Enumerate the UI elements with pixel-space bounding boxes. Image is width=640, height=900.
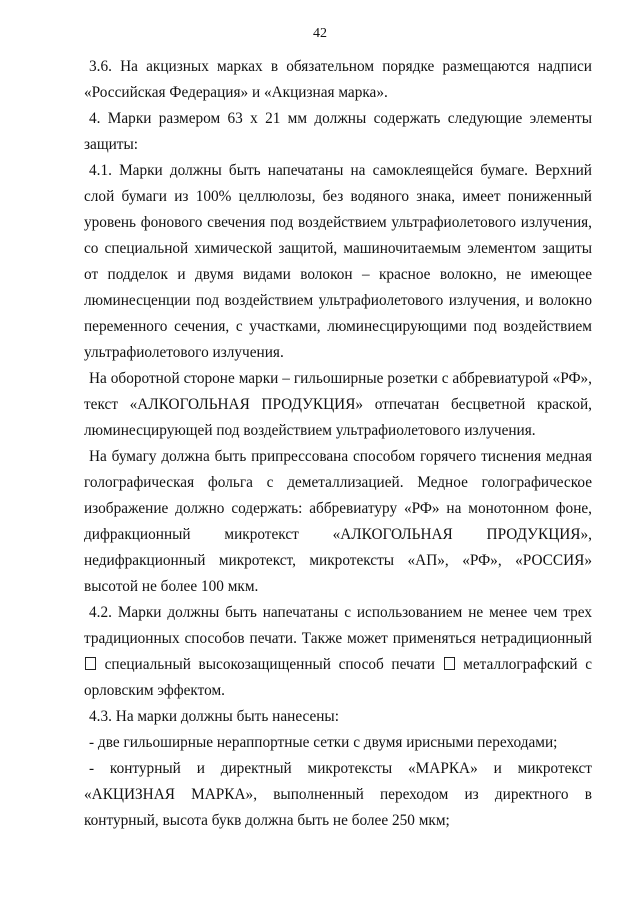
missing-glyph-box xyxy=(444,657,455,670)
paragraph-holographic-foil: На бумагу должна быть припрессована способом горячего тиснения медная голографическая фольга с деметаллизацией. Медное голографическое изображение должно содержать: аббревиатуру «РФ» на монотонном фоне, дифракционный микротекст «АЛКОГОЛЬНАЯ ПРОДУКЦИЯ», недифракционный микротекст, микротексты «АП», «РФ», «РОССИЯ» высотой не более 100 мкм. xyxy=(84,448,592,595)
paragraph-4-2 xyxy=(84,600,592,704)
paragraph-reverse-side: На оборотной стороне марки – гильоширные розетки с аббревиатурой «РФ», текст «АЛКОГОЛЬНАЯ ПРОДУКЦИЯ» отпечатан бесцветной краской, люминесцирующей под воздействием ультрафиолетового излучения. xyxy=(84,370,592,439)
paragraph-3-6: 3.6. На акцизных марках в обязательном порядке размещаются надписи «Российская Федерация» и «Акцизная марка». xyxy=(84,58,592,101)
paragraph-4-2-part-2: специальный высокозащищенный способ печати xyxy=(104,656,435,673)
missing-glyph-box xyxy=(85,657,96,670)
document-body xyxy=(84,54,592,834)
list-item: - контурный и директный микротексты «МАРКА» и микротекст «АКЦИЗНАЯ МАРКА», выполненный переходом из директного в контурный, высота букв должна быть не более 250 мкм; xyxy=(84,760,592,829)
paragraph-4-2-part-3: металлографский с орловским эффектом. xyxy=(84,656,592,699)
page-number: 42 xyxy=(313,26,327,41)
paragraph-4-1: 4.1. Марки должны быть напечатаны на самоклеящейся бумаге. Верхний слой бумаги из 100% целлюлозы, без водяного знака, имеет пониженный уровень фонового свечения под воздействием ультрафиолетового излучения, со специальной химической защитой, машиночитаемым элементом защиты от подделок и двумя видами волокон – красное волокно, не имеющее люминесценции под воздействием ультрафиолетового излучения, и волокно переменного сечения, с участками, люминесцирующими под воздействием ультрафиолетового излучения. xyxy=(84,162,592,361)
list-item: - две гильоширные нераппортные сетки с двумя ирисными переходами; xyxy=(89,734,558,751)
paragraph-4: 4. Марки размером 63 x 21 мм должны содержать следующие элементы защиты: xyxy=(84,110,592,153)
paragraph-4-3: 4.3. На марки должны быть нанесены: xyxy=(89,708,339,725)
paragraph-4-2-part-1: 4.2. Марки должны быть напечатаны с использованием не менее чем трех традиционных способов печати. Также может применяться нетрадиционный xyxy=(84,604,592,647)
